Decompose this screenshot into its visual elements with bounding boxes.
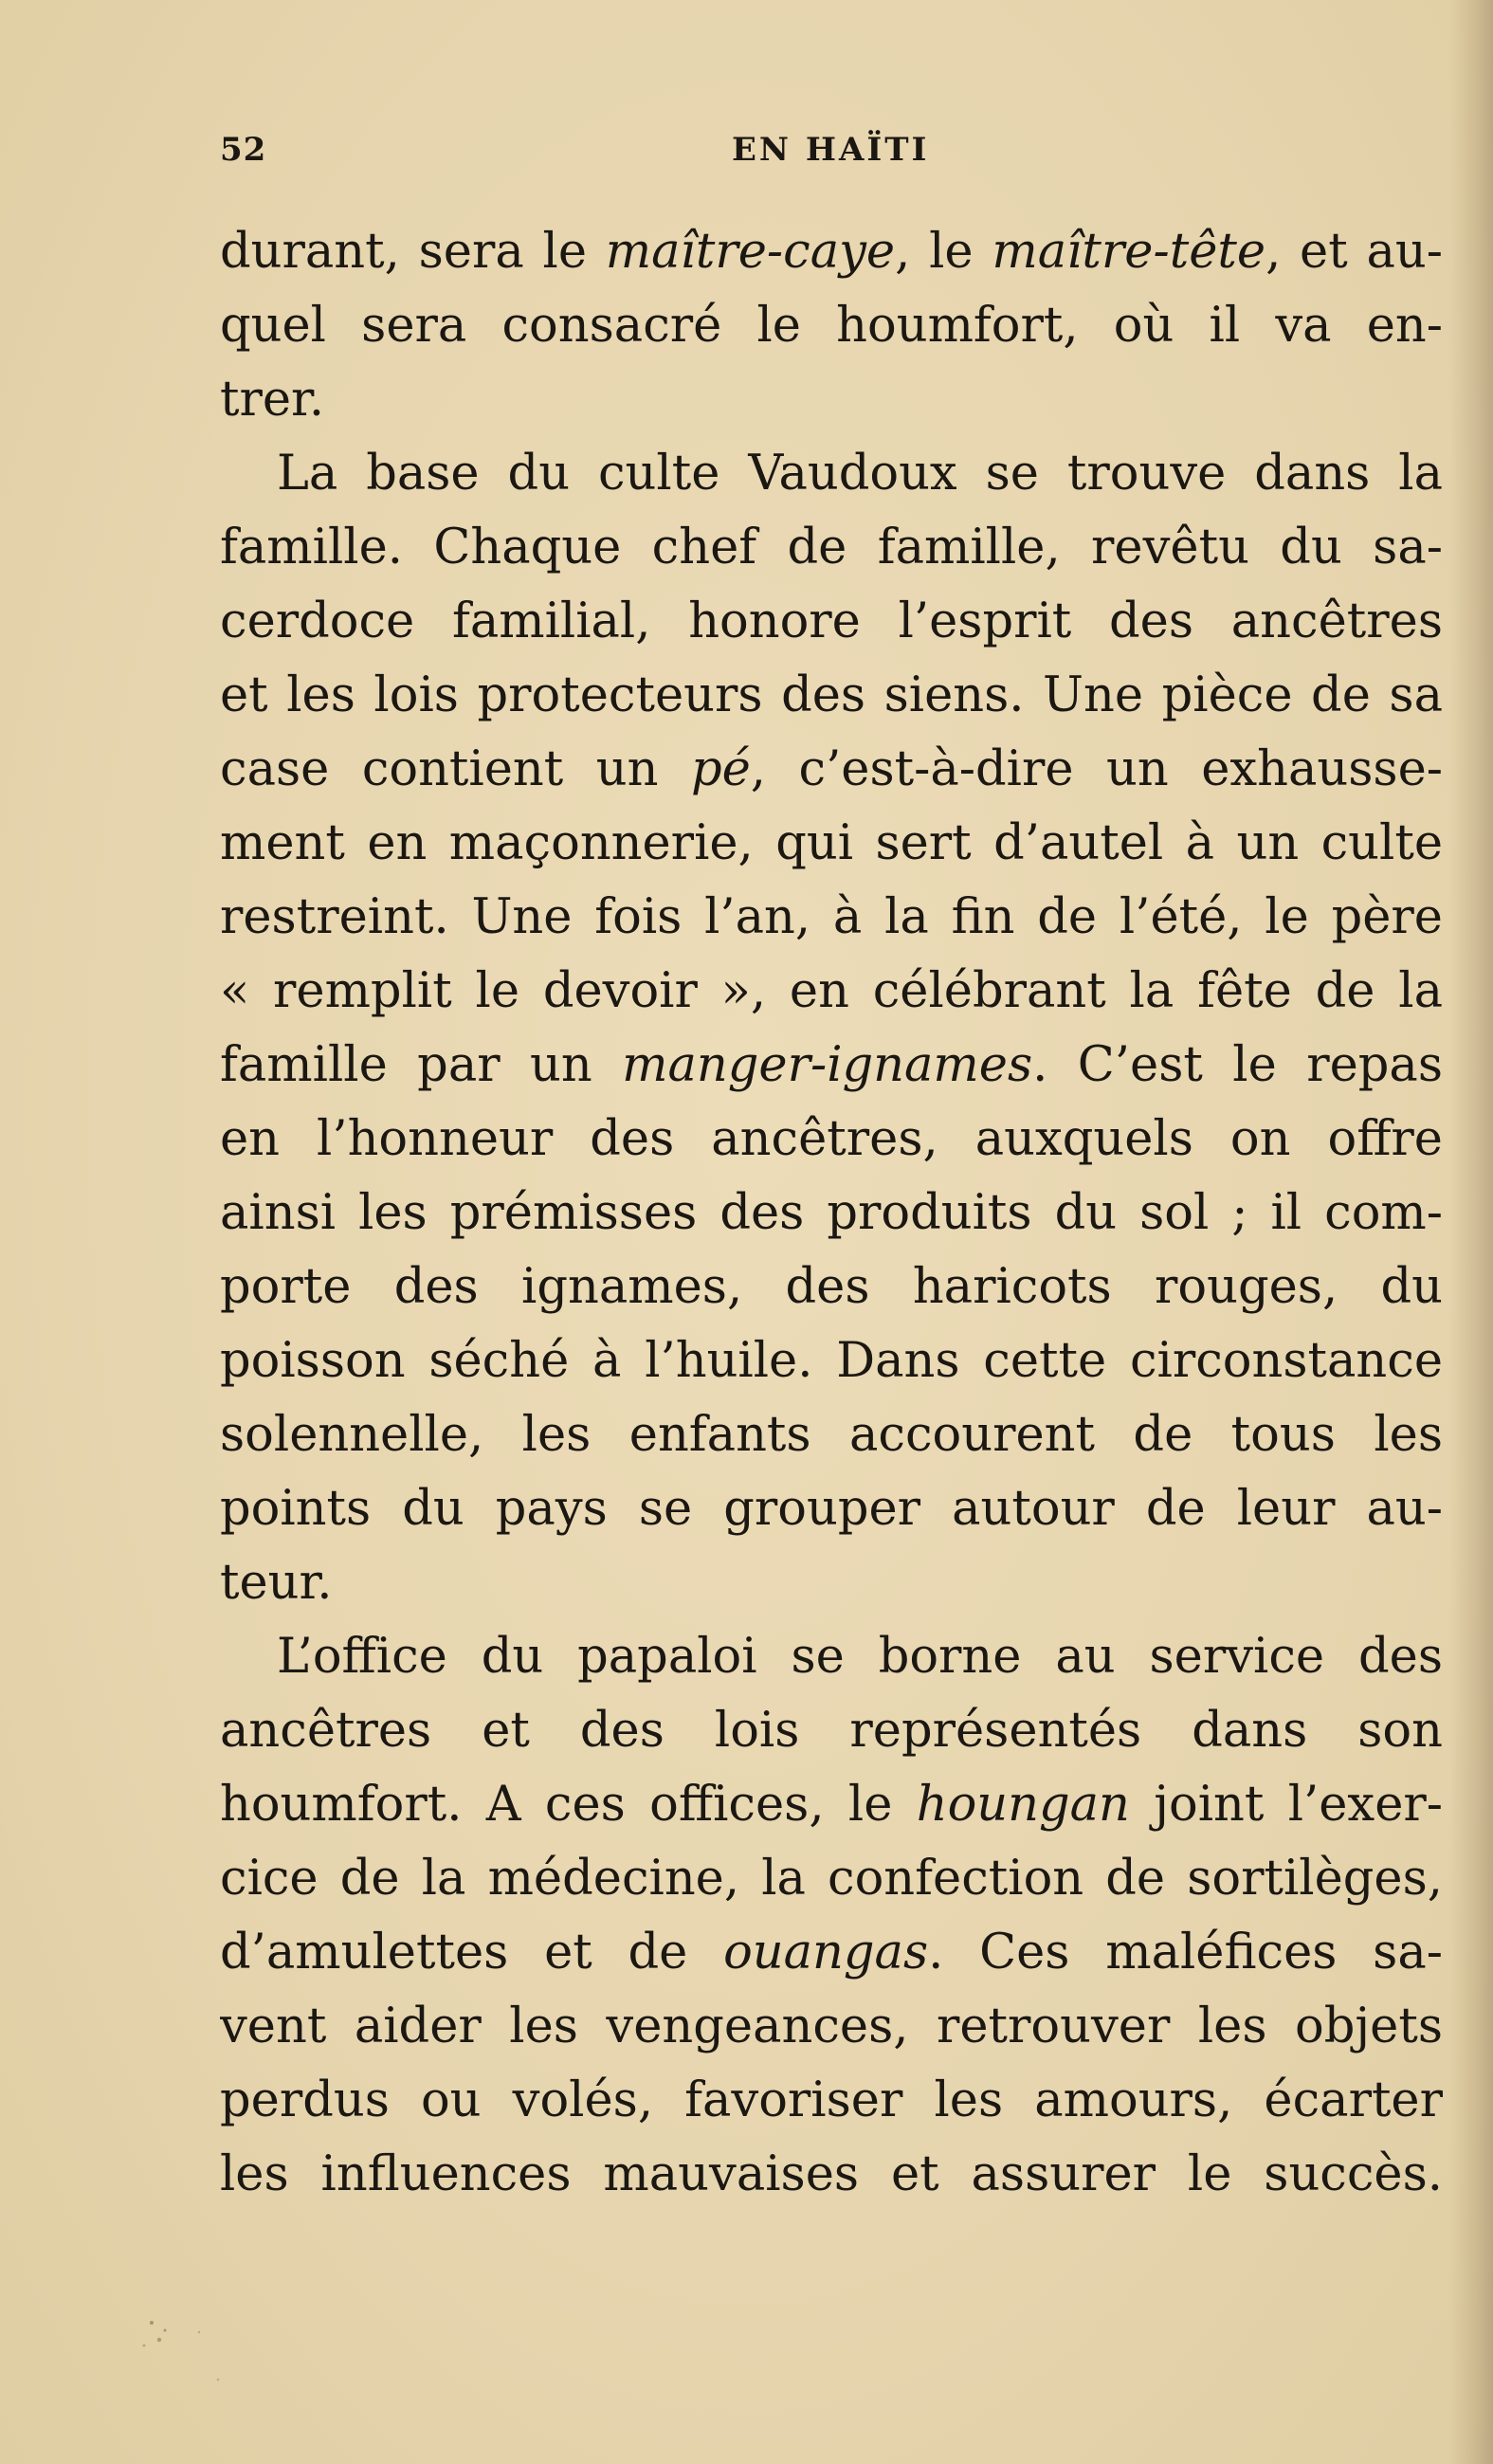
text-line (220, 1472, 1443, 1546)
italic-term: ouangas (723, 1925, 929, 1980)
text-line (220, 659, 1443, 733)
text-line (220, 1916, 1443, 1990)
text-run: vent aider les vengeances, retrouver les objets (220, 1999, 1443, 2054)
italic-term: manger-ignames (622, 1037, 1033, 1093)
text-line (220, 2138, 1443, 2212)
text-run: . C’est le repas (1032, 1037, 1443, 1093)
page-number: 52 (220, 131, 267, 169)
text-line (220, 1398, 1443, 1472)
text-line (220, 1324, 1443, 1398)
text-run: teur. (220, 1555, 333, 1611)
italic-term: houngan (916, 1777, 1130, 1833)
text-run: ancêtres et des lois représentés dans son (220, 1703, 1443, 1759)
text-line (220, 511, 1443, 585)
text-run: solennelle, les enfants accourent de tous les (220, 1407, 1443, 1463)
italic-term: maître-tête (992, 224, 1266, 280)
text-run: , le (895, 224, 992, 280)
text-line (220, 437, 1443, 511)
text-line (220, 1250, 1443, 1324)
text-run: porte des ignames, des haricots rouges, du (220, 1259, 1443, 1315)
text-line (220, 807, 1443, 881)
text-line (220, 1694, 1443, 1768)
text-line (220, 363, 1443, 437)
text-run: ment en maçonnerie, qui sert d’autel à un culte (220, 815, 1443, 871)
text-run: La base du culte Vaudoux se trouve dans la (277, 446, 1443, 502)
text-line (220, 1620, 1443, 1694)
text-run: ainsi les prémisses des produits du sol ; il com- (220, 1185, 1443, 1241)
text-line (220, 1768, 1443, 1842)
text-line (220, 585, 1443, 659)
text-line (220, 733, 1443, 807)
text-line (220, 1103, 1443, 1177)
text-line (220, 881, 1443, 955)
paper-specks (133, 2304, 303, 2437)
text-run: , c’est-à-dire un exhausse- (750, 741, 1443, 797)
text-run: case contient un (220, 741, 691, 797)
italic-term: maître-caye (605, 224, 896, 280)
text-run: L’office du papaloi se borne au service des (277, 1629, 1443, 1685)
text-line (220, 1842, 1443, 1916)
text-line (220, 289, 1443, 363)
text-run: points du pays se grouper autour de leur au- (220, 1481, 1443, 1537)
text-run: cerdoce familial, honore l’esprit des ancêtres (220, 593, 1443, 649)
text-run: en l’honneur des ancêtres, auxquels on offre (220, 1111, 1443, 1167)
text-line (220, 1990, 1443, 2064)
text-run: . Ces maléfices sa- (928, 1925, 1443, 1980)
text-line (220, 955, 1443, 1029)
text-run: et les lois protecteurs des siens. Une pièce de sa (220, 667, 1443, 723)
text-run: famille. Chaque chef de famille, revêtu du sa- (220, 520, 1443, 575)
text-line (220, 1029, 1443, 1103)
text-run: famille par un (220, 1037, 623, 1093)
page-edge-shadow (1449, 0, 1493, 2464)
text-line (220, 1177, 1443, 1250)
running-head: EN HAÏTI (732, 131, 930, 169)
text-line (220, 215, 1443, 289)
page-header (220, 131, 1443, 178)
text-run: trer. (220, 372, 325, 428)
text-line (220, 2064, 1443, 2138)
text-run: poisson séché à l’huile. Dans cette circonstance (220, 1333, 1443, 1389)
text-run: joint l’exer- (1129, 1777, 1443, 1833)
text-line (220, 1546, 1443, 1620)
italic-term: pé (690, 741, 751, 797)
body-text (220, 215, 1443, 2212)
text-run: restreint. Une fois l’an, à la fin de l’été, le père (220, 889, 1443, 945)
text-run: cice de la médecine, la confection de sortilèges, (220, 1851, 1443, 1907)
text-run: « remplit le devoir », en célébrant la fête de la (220, 963, 1443, 1019)
text-run: quel sera consacré le houmfort, où il va en- (220, 298, 1443, 354)
text-run: , et au- (1265, 224, 1443, 280)
text-run: d’amulettes et de (220, 1925, 724, 1980)
text-run: les influences mauvaises et assurer le succès. (220, 2146, 1443, 2202)
text-run: durant, sera le (220, 224, 606, 280)
text-run: perdus ou volés, favoriser les amours, écarter (220, 2072, 1443, 2128)
text-run: houmfort. A ces offices, le (220, 1777, 917, 1833)
